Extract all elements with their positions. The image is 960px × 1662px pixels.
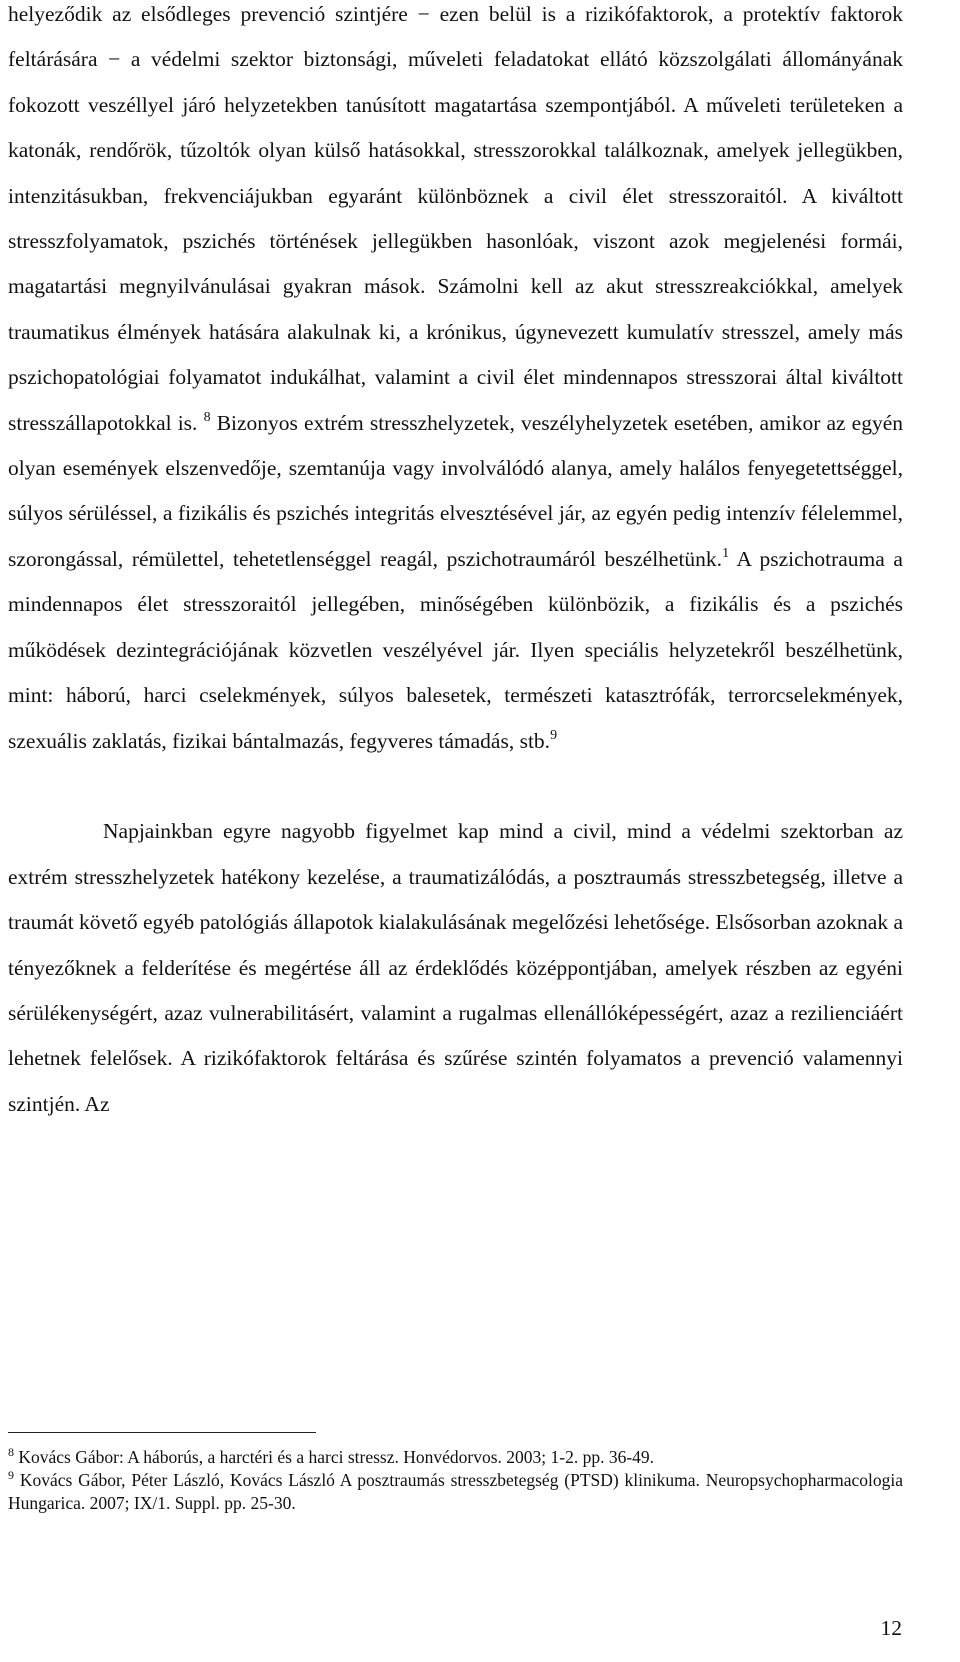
body-text — [8, 0, 903, 1127]
footnote-8 — [8, 1446, 903, 1469]
footnote-ref-8: 8 — [203, 409, 211, 425]
footnote-ref-1: 1 — [722, 545, 730, 561]
footnotes — [8, 1446, 903, 1515]
page-number: 12 — [880, 1616, 902, 1640]
footnote-text: Kovács Gábor: A háborús, a harctéri és a harci stressz. Honvédorvos. 2003; 1-2. pp. 36-49. — [18, 1447, 655, 1467]
footnote-9 — [8, 1469, 903, 1515]
footnote-number: 9 — [8, 1468, 14, 1482]
footnote-text: Kovács Gábor, Péter László, Kovács László A posztraumás stresszbetegség (PTSD) klinikuma. Neuropsychopharmacologia Hungarica. 2007; IX/1. Suppl. pp. 25-30. — [8, 1470, 903, 1513]
footnote-number: 8 — [8, 1445, 14, 1459]
paragraph-1-part-3: A pszichotrauma a mindennapos élet stresszoraitól jellegében, minőségében különbözik, a fizikális és a pszichés működések dezintegrációjának közvetlen veszélyével jár. Ilyen speciális helyzetekről beszélhetünk, mint: háború, harci cselekmények, súlyos balesetek, természeti katasztrófák, terrorcselekmények, szexuális zaklatás, fizikai bántalmazás, fegyveres támadás, stb. — [8, 546, 903, 753]
paragraph-1-part-2: Bizonyos extrém stresszhelyzetek, veszélyhelyzetek esetében, amikor az egyén olyan események elszenvedője, szemtanúja vagy involválódó alanya, amely halálos fenyegetettséggel, súlyos sérüléssel, a fizikális és pszichés integritás elvesztésével jár, az egyén pedig intenzív félelemmel, szorongással, rémülettel, tehetetlenséggel reagál, pszichotraumáról beszélhetünk. — [8, 410, 904, 571]
paragraph-1 — [8, 0, 903, 764]
footnote-ref-9: 9 — [550, 727, 558, 743]
paragraph-2: Napjainkban egyre nagyobb figyelmet kap mind a civil, mind a védelmi szektorban az extrém stresszhelyzetek hatékony kezelése, a traumatizálódás, a posztraumás stresszbetegség, illetve a traumát követő egyéb patológiás állapotok kialakulásának megelőzési lehetősége. Elsősorban azoknak a tényezőknek a felderítése és megértése áll az érdeklődés középpontjában, amelyek részben az egyéni sérülékenységért, azaz vulnerabilitásért, valamint a rugalmas ellenállóképességért, azaz a rezilienciáért lehetnek felelősek. A rizikófaktorok feltárása és szűrése szintén folyamatos a prevenció valamennyi szintjén. Az — [8, 819, 903, 1116]
footnote-separator — [8, 1432, 316, 1433]
paragraph-1-part-1: helyeződik az elsődleges prevenció szintjére − ezen belül is a rizikófaktorok, a protektív faktorok feltárására − a védelmi szektor biztonsági, műveleti feladatokat ellátó közszolgálati állományának fokozott veszéllyel járó helyzetekben tanúsított magatartása szempontjából. A műveleti területeken a katonák, rendőrök, tűzoltók olyan külső hatásokkal, stresszorokkal találkoznak, amelyek jellegükben, intenzitásukban, frekvenciájukban egyaránt különböznek a civil élet stresszoraitól. A kiváltott stresszfolyamatok, pszichés történések jellegükben hasonlóak, viszont azok megjelenési formái, magatartási megnyilvánulásai gyakran mások. Számolni kell az akut stresszreakciókkal, amelyek traumatikus élmények hatására alakulnak ki, a krónikus, úgynevezett kumulatív stresszel, amely más pszichopatológiai folyamatot indukálhat, valamint a civil élet mindennapos stresszorai által kiváltott stresszállapotokkal is. — [8, 2, 903, 435]
